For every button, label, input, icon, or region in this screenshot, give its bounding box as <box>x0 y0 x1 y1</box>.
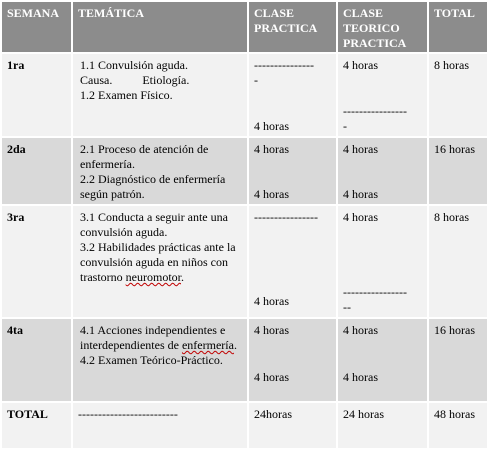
teorico-cell: 4 horas 4 horas <box>338 319 427 401</box>
week-row-3 <box>2 206 487 317</box>
week-label: 1ra <box>2 54 71 136</box>
totals-tematica: ------------------------- <box>73 403 247 448</box>
practica-cell: 4 horas 4 horas <box>249 138 336 204</box>
header-semana: SEMANA <box>2 2 71 52</box>
week-label: 3ra <box>2 206 71 317</box>
topic-cell: 4.1 Acciones independientes e interdependientes de enfermería. 4.2 Examen Teórico-Práctico. <box>73 319 247 401</box>
week-label: 2da <box>2 138 71 204</box>
totals-row <box>2 403 487 448</box>
practica-cell: 4 horas 4 horas <box>249 319 336 401</box>
practica-cell: --------------- - 4 horas <box>249 54 336 136</box>
header-clase-practica: CLASE PRACTICA <box>249 2 336 52</box>
totals-total: 48 horas <box>429 403 487 448</box>
teorico-cell: 4 horas 4 horas <box>338 138 427 204</box>
week-row-2 <box>2 138 487 204</box>
practica-cell: ---------------- 4 horas <box>249 206 336 317</box>
week-row-1 <box>2 54 487 136</box>
header-tematica: TEMÁTICA <box>73 2 247 52</box>
teorico-cell: 4 horas ---------------- -- <box>338 206 427 317</box>
week-row-4 <box>2 319 487 401</box>
total-cell: 16 horas <box>429 319 487 401</box>
topic-cell: 2.1 Proceso de atención de enfermería. 2.2 Diagnóstico de enfermería según patrón. <box>73 138 247 204</box>
week-label: 4ta <box>2 319 71 401</box>
teorico-cell: 4 horas ---------------- - <box>338 54 427 136</box>
total-cell: 8 horas <box>429 54 487 136</box>
total-cell: 16 horas <box>429 138 487 204</box>
topic-cell: 1.1 Convulsión aguda. Causa. Etiología. 1.2 Examen Físico. <box>73 54 247 136</box>
total-cell: 8 horas <box>429 206 487 317</box>
header-row <box>2 2 487 52</box>
totals-teorico: 24 horas <box>338 403 427 448</box>
header-total: TOTAL <box>429 2 487 52</box>
totals-label: TOTAL <box>2 403 71 448</box>
header-clase-teorico-practica: CLASE TEORICO PRACTICA <box>338 2 427 52</box>
totals-practica: 24horas <box>249 403 336 448</box>
topic-cell: 3.1 Conducta a seguir ante una convulsión aguda. 3.2 Habilidades prácticas ante la convulsión aguda en niños con trastorno neuromotor. <box>73 206 247 317</box>
